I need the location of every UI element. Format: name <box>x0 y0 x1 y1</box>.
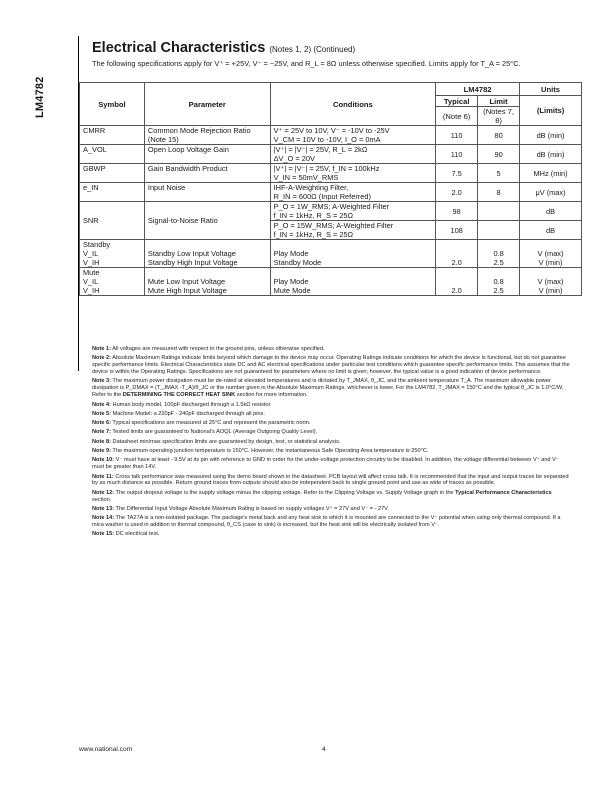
units-value: V (max) <box>537 249 564 258</box>
units-cell: dB (min) <box>520 126 582 145</box>
condition-line: Play Mode <box>273 277 309 286</box>
table-row <box>80 145 582 164</box>
symbol-cell <box>80 268 145 296</box>
note-text: The output dropout voltage is the supply voltage minus the clipping voltage. Refer to the Clipping Voltage vs. Supply Voltage graph in the <box>115 489 454 496</box>
note <box>92 346 570 353</box>
note-text: The maximum operating junction temperature is 150°C. However, the instantaneous Safe Operating Area temperature is 250°C. <box>112 448 429 454</box>
intro-text: The following specifications apply for V⁺ = +25V, V⁻ = −25V, and R_L = 8Ω unless otherwise specified. Limits apply for T_A = 25°C. <box>92 59 521 68</box>
condition-line: ΔV_O = 20V <box>273 154 315 163</box>
note <box>92 515 570 529</box>
limit-cell: 90 <box>478 145 520 164</box>
parameter-text: Standby High Input Voltage <box>147 258 238 267</box>
group-label: Mute <box>83 268 100 277</box>
note-text: Datasheet min/max specification limits are guaranteed by design, test, or statistical analysis. <box>112 438 341 445</box>
parameter-cell <box>144 126 270 145</box>
note-label: Note 6: <box>92 420 111 427</box>
note-label: Note 15: <box>92 531 115 538</box>
page-number: 4 <box>322 746 326 753</box>
group-label: Standby <box>83 240 111 249</box>
symbol-text: V_IL <box>83 277 99 286</box>
units-cell: MHz (min) <box>520 164 582 183</box>
electrical-characteristics-table <box>79 82 582 296</box>
note-text: Cross talk performance was measured using the demo board shown in the datasheet. PCB layout will affect cross talk. It is recommended that the input and output traces be separated by as much distance as possible. Return ground traces from outputs should also be independent back to single ground point and use as wide of traces as possible. <box>92 473 569 487</box>
condition-line: V_IN = 50mV_RMS <box>273 173 339 182</box>
units-value: V (min) <box>538 258 563 267</box>
units-cell <box>520 240 582 268</box>
parameter-cell <box>144 268 270 296</box>
limit-value: 2.5 <box>493 286 504 295</box>
note <box>92 448 570 455</box>
limit-cell: 80 <box>478 126 520 145</box>
condition-line: |V⁺| = |V⁻| = 25V, f_IN = 100kHz <box>273 164 380 173</box>
table-row <box>80 240 582 268</box>
note-bold: Typical Performance Characteristics <box>455 489 552 496</box>
typical-cell <box>436 240 478 268</box>
typical-cell: 108 <box>436 221 478 240</box>
header-symbol: Symbol <box>80 83 145 126</box>
typical-cell <box>436 268 478 296</box>
section-header <box>92 40 562 68</box>
header-typical-note: (Note 6) <box>436 107 478 126</box>
conditions-cell <box>270 202 436 221</box>
typical-cell: 110 <box>436 126 478 145</box>
note-label: Note 5: <box>92 410 111 417</box>
note <box>92 420 570 427</box>
table-row <box>80 268 582 296</box>
table-row <box>80 126 582 145</box>
parameter-cell: Gain Bandwidth Product <box>144 164 270 183</box>
typical-cell: 98 <box>436 202 478 221</box>
title-text: Electrical Characteristics <box>92 40 266 56</box>
limit-cell: 8 <box>478 183 520 202</box>
note <box>92 429 570 436</box>
note-text: The TA27A is a non-isolated package. The package's metal back and any heat sink to which it is mounted are connected to the V⁻ potential when using only thermal compound. If a mica washer is used in addition to thermal compound, θ_CS (case to sink) is increased, but the heat sink will be electrically isolated from V⁻. <box>92 515 561 529</box>
units-cell: dB <box>520 202 582 221</box>
note-text: All voltages are measured with respect to the ground pins, unless otherwise specified. <box>112 346 325 352</box>
symbol-text: V_IH <box>83 258 100 267</box>
condition-line: Standby Mode <box>273 258 322 267</box>
note-label: Note 7: <box>92 429 111 436</box>
symbol-cell <box>80 240 145 268</box>
note-bold: DETERMINING THE CORRECT HEAT SINK <box>122 392 236 399</box>
note-text: Human body model, 100pF discharged through a 1.5kΩ resistor. <box>112 401 272 408</box>
header-parameter: Parameter <box>144 83 270 126</box>
typical-value: 2.0 <box>451 258 462 267</box>
parameter-cell: Signal-to-Noise Ratio <box>144 202 270 240</box>
note-label: Note 11: <box>92 473 114 480</box>
units-cell: dB (min) <box>520 145 582 164</box>
limit-value: 2.5 <box>493 258 504 267</box>
conditions-cell <box>270 183 436 202</box>
note-text: Machine Model: a 220pF - 240pF discharged through all pins. <box>112 410 265 417</box>
note-label: Note 4: <box>92 401 111 408</box>
parameter-text: Common Mode Rejection Ratio <box>147 126 251 135</box>
note <box>92 378 570 399</box>
condition-line: V_CM = 10V to -10V, I_O = 0mA <box>273 135 381 144</box>
units-cell: dB <box>520 221 582 240</box>
note <box>92 474 570 488</box>
typical-value: 2.0 <box>451 286 462 295</box>
condition-line: Mute Mode <box>273 286 311 295</box>
table-row <box>80 164 582 183</box>
note-text: DC electrical test. <box>115 531 160 538</box>
note-text: Absolute Maximum Ratings indicate limits beyond which damage to the device may occur. Operating Ratings indicate conditions for which the device is functional, but do not guarantee specific performance limits. Electrical Characteristics state DC and AC electrical specifications under particular test conditions which guarantee specific performance limits. This assumes that the device is within the Operating Ratings. Specifications are not guaranteed for parameters where no limit is given; however, the typical value is a good indication of device performance. <box>92 355 570 376</box>
parameter-text: Mute Low Input Voltage <box>147 277 226 286</box>
note-label: Note 10: <box>92 457 115 464</box>
condition-line: P_O = 15W_RMS; A-Weighted Filter <box>273 221 394 230</box>
condition-line: f_IN = 1kHz, R_S = 25Ω <box>273 211 354 220</box>
units-value: V (min) <box>538 286 563 295</box>
note-text: V⁻ must have at least - 9.5V at its pin with reference to GND in order for the under-voltage protection circuitry to be disabled. In addition, the voltage differential between V⁺ and V⁻ must be greater than 14V. <box>92 457 559 471</box>
limit-cell <box>478 240 520 268</box>
footer-website[interactable]: www.national.com <box>79 746 133 753</box>
parameter-text: Standby Low Input Voltage <box>147 249 236 258</box>
parameter-cell: Input Noise <box>144 183 270 202</box>
note-label: Note 13: <box>92 505 115 512</box>
note-label: Note 12: <box>92 489 115 496</box>
limit-cell: 5 <box>478 164 520 183</box>
typical-cell: 110 <box>436 145 478 164</box>
conditions-cell <box>270 268 436 296</box>
side-part-number: LM4782 <box>34 76 46 118</box>
parameter-cell <box>144 240 270 268</box>
title-notes: (Notes 1, 2) (Continued) <box>269 45 356 54</box>
limit-cell <box>478 221 520 240</box>
header-conditions: Conditions <box>270 83 436 126</box>
typical-cell: 2.0 <box>436 183 478 202</box>
note-text: The Differential Input Voltage Absolute Maximum Rating is based on supply voltages V⁺ = 27V and V⁻ = - 27V. <box>115 505 389 512</box>
header-limit: Limit <box>478 96 520 107</box>
conditions-cell <box>270 145 436 164</box>
conditions-cell <box>270 164 436 183</box>
header-units-sub: (Limits) <box>520 96 582 126</box>
note <box>92 411 570 418</box>
condition-line: Play Mode <box>273 249 309 258</box>
note <box>92 439 570 446</box>
note-label: Note 14: <box>92 515 115 522</box>
units-cell: μV (max) <box>520 183 582 202</box>
symbol-cell: A_VOL <box>80 145 145 164</box>
condition-line: R_IN = 600Ω (Input Referred) <box>273 192 371 201</box>
units-value: V (max) <box>537 277 564 286</box>
header-units: Units <box>520 83 582 96</box>
note-label: Note 1: <box>92 346 111 352</box>
limit-cell <box>478 268 520 296</box>
conditions-cell <box>270 126 436 145</box>
notes-block <box>92 346 570 541</box>
note-text: section for more information. <box>236 392 308 399</box>
limit-cell <box>478 202 520 221</box>
note <box>92 531 570 538</box>
note <box>92 457 570 471</box>
conditions-cell <box>270 221 436 240</box>
note <box>92 402 570 409</box>
symbol-cell: GBWP <box>80 164 145 183</box>
note-text: section. <box>92 496 112 503</box>
note-label: Note 3: <box>92 378 111 385</box>
symbol-cell: CMRR <box>80 126 145 145</box>
note <box>92 490 570 504</box>
condition-line: IHF-A-Weighting Filter, <box>273 183 349 192</box>
note <box>92 506 570 513</box>
note-label: Note 8: <box>92 438 111 445</box>
note-label: Note 2: <box>92 355 111 362</box>
symbol-text: V_IH <box>83 286 100 295</box>
symbol-cell: e_IN <box>80 183 145 202</box>
page-title <box>92 40 562 58</box>
limit-value: 0.8 <box>493 277 504 286</box>
note <box>92 355 570 376</box>
table-row <box>80 183 582 202</box>
note-text: The maximum power dissipation must be de-rated at elevated temperatures and is dictated by T_JMAX, θ_JC, and the ambient temperature T_A. The maximum allowable power dissipation is P_DMAX = (T_JMAX -T_A)/θ_JC or the number given in the Absolute Maximum Ratings, whichever is lower. For the LM4782, T_JMAX = 150°C and the typical θ_JC is 1.0°C/W. Refer to the <box>92 378 564 399</box>
note-text: Tested limits are guaranteed to National's AOQL (Average Outgoing Quality Level). <box>112 429 318 436</box>
header-part: LM4782 <box>436 83 520 96</box>
note-label: Note 9: <box>92 448 111 454</box>
parameter-cell: Open Loop Voltage Gain <box>144 145 270 164</box>
parameter-note: (Note 15) <box>147 135 179 144</box>
conditions-cell <box>270 240 436 268</box>
parameter-text: Mute High Input Voltage <box>147 286 227 295</box>
note-text: Typical specifications are measured at 25°C and represent the parametric norm. <box>112 420 311 427</box>
condition-line: f_IN = 1kHz, R_S = 25Ω <box>273 230 354 239</box>
units-cell <box>520 268 582 296</box>
limit-value: 0.8 <box>493 249 504 258</box>
condition-line: |V⁺| = |V⁻| = 25V, R_L = 2kΩ <box>273 145 368 154</box>
symbol-cell: SNR <box>80 202 145 240</box>
condition-line: P_O = 1W_RMS; A-Weighted Filter <box>273 202 390 211</box>
header-typical: Typical <box>436 96 478 107</box>
header-limit-note: (Notes 7, 8) <box>478 107 520 126</box>
symbol-text: V_IL <box>83 249 99 258</box>
table-row <box>80 202 582 221</box>
typical-cell: 7.5 <box>436 164 478 183</box>
condition-line: V⁺ = 25V to 10V, V⁻ = -10V to -25V <box>273 126 390 135</box>
